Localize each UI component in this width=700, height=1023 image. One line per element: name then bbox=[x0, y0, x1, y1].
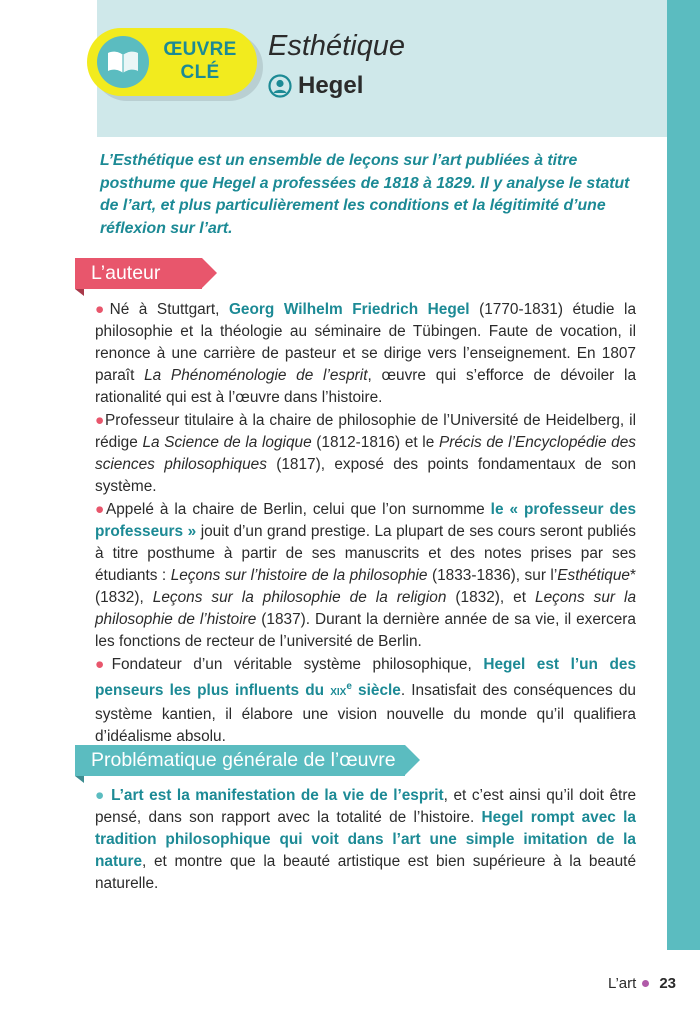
badge-line-2: CLÉ bbox=[180, 62, 220, 83]
page-number: 23 bbox=[659, 975, 676, 992]
author-section bbox=[95, 299, 636, 748]
bullet-dot: ● bbox=[95, 301, 110, 318]
section-banner-author: L’auteur bbox=[75, 258, 202, 289]
bullet-dot: ● bbox=[95, 412, 105, 429]
paragraph: ●Professeur titulaire à la chaire de philosophie de l’Université de Heidelberg, il rédige La Science de la logique (1812-1816) et le Précis de l’Encyclopédie des sciences philosophiques (1817), exposé des points fondamentaux de son système. bbox=[95, 412, 637, 495]
footer-label: L’art bbox=[607, 975, 637, 992]
bullet-dot: ● bbox=[95, 787, 106, 804]
footer-dot bbox=[642, 980, 649, 987]
paragraph: ●Fondateur d’un véritable système philosophique, Hegel est l’un des penseurs les plus influents du XIXe siècle. Insatisfait des conséquences du système kantien, il élabore une vision nouvelle du monde qu’il qualifiera d’idéalisme absolu. bbox=[95, 656, 637, 746]
badge-line-1: ŒUVRE bbox=[163, 39, 237, 60]
author-name: Hegel bbox=[298, 72, 364, 99]
section-banner-problematique: Problématique générale de l’œuvre bbox=[75, 745, 405, 776]
paragraph: ● L’art est la manifestation de la vie de l’esprit, et c’est ainsi qu’il doit être pensé, dans son rapport avec la totalité de l’histoire. Hegel rompt avec la tradition philosophique qui voit dans l’art une simple imitation de la nature, et montre que la beauté artistique est bien supérieure à la beauté naturelle. bbox=[95, 787, 636, 892]
paragraph: ●Né à Stuttgart, Georg Wilhelm Friedrich Hegel (1770-1831) étudie la philosophie et la théologie au séminaire de Tübingen. Faute de vocation, il renonce à une carrière de pasteur et se dirige vers l’enseignement. En 1807 paraît La Phénoménologie de l’esprit, œuvre qui s’efforce de dévoiler la rationalité qui est à l’œuvre dans l’histoire. bbox=[95, 301, 637, 406]
work-title: Esthétique bbox=[268, 30, 406, 62]
problematique-section bbox=[95, 785, 636, 895]
banner-fold bbox=[75, 289, 84, 296]
banner-fold bbox=[75, 776, 84, 783]
intro-summary: L’Esthétique est un ensemble de leçons sur l’art publiées à titre posthume que Hegel a professées de 1818 à 1829. Il y analyse le statut de l’art, et plus particulièrement les conditions et la légitimité d’une réflexion sur l’art. bbox=[100, 152, 630, 237]
badge-label bbox=[155, 38, 245, 84]
open-book-icon bbox=[97, 36, 149, 88]
bullet-dot: ● bbox=[95, 501, 106, 518]
paragraph: ●Appelé à la chaire de Berlin, celui que l’on surnomme le « professeur des professeurs » jouit d’un grand prestige. La plupart de ses cours seront publiés à titre posthume à partir de ses manuscrits et des notes prises par ses étudiants : Leçons sur l’histoire de la philosophie (1833-1836), sur l’Esthétique* (1832), Leçons sur la philosophie de la religion (1832), et Leçons sur la philosophie de l’histoire (1837). Durant la dernière année de sa vie, il exercera les fonctions de recteur de l’université de Berlin. bbox=[95, 501, 637, 650]
page-edge-strip bbox=[667, 0, 700, 950]
bullet-dot: ● bbox=[95, 656, 112, 673]
page-footer bbox=[608, 975, 676, 992]
person-circle-icon bbox=[268, 74, 292, 98]
author-line bbox=[268, 72, 363, 100]
